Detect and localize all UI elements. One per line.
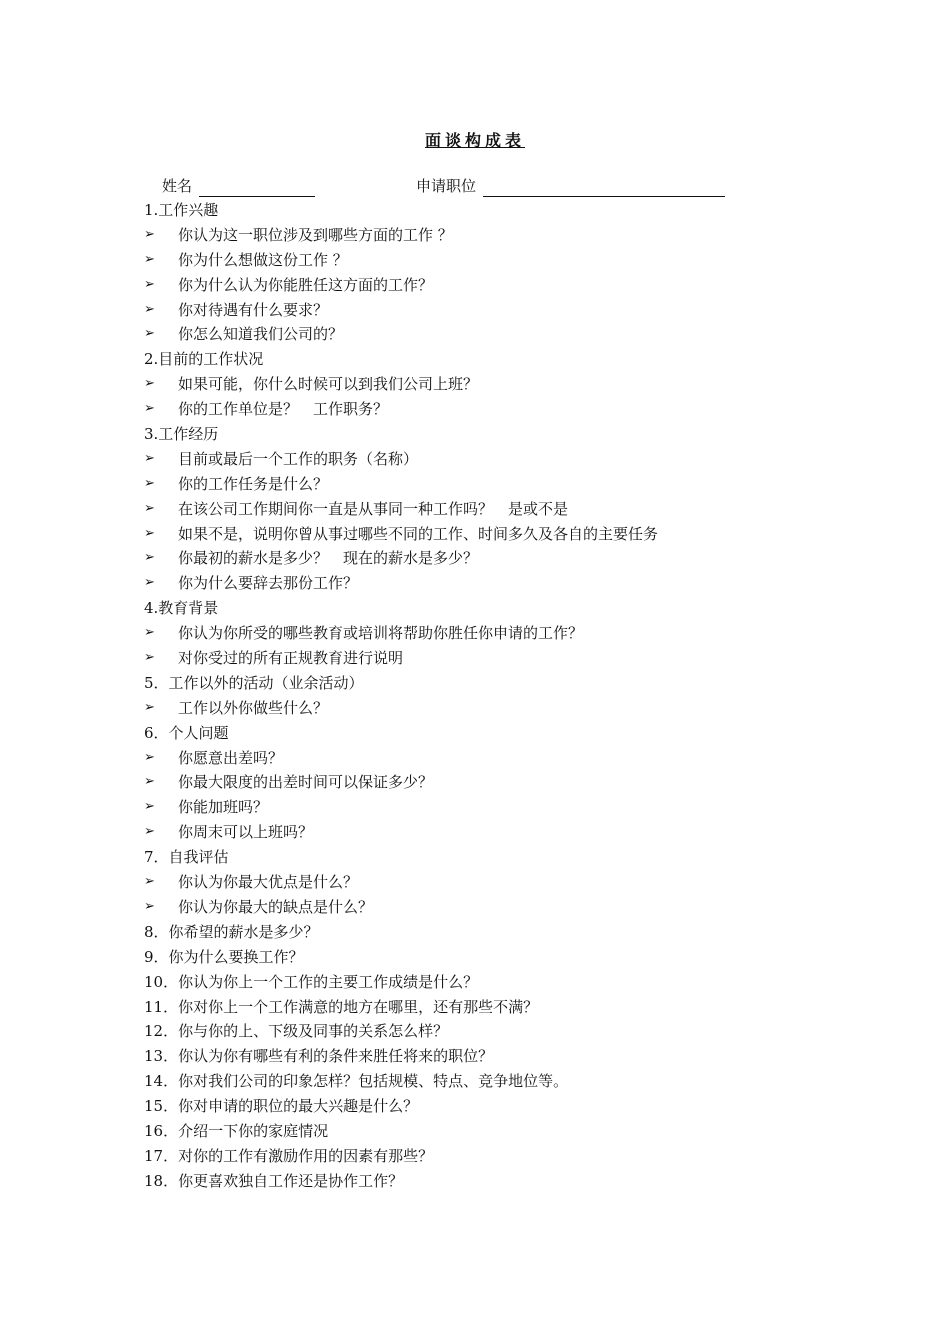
section-heading: 11．你对你上一个工作满意的地方在哪里，还有那些不满？ (144, 997, 539, 1016)
bullet-question (144, 746, 844, 771)
bullet-question (144, 621, 844, 646)
bullet-question (144, 522, 844, 547)
bullet-question (144, 223, 844, 248)
arrow-bullet-icon: ➢ (144, 898, 155, 914)
bullet-question-text: 你愿意出差吗？ (178, 748, 284, 767)
bullet-question (144, 795, 844, 820)
arrow-bullet-icon: ➢ (144, 525, 155, 541)
bullet-question (144, 447, 844, 472)
arrow-bullet-icon: ➢ (144, 326, 155, 342)
bullet-question-text: 你认为你最大的缺点是什么？ (178, 897, 374, 916)
bullet-question (144, 571, 844, 596)
bullet-question-text: 你认为你所受的哪些教育或培训将帮助你胜任你申请的工作？ (178, 624, 584, 643)
bullet-question-text: 工作以外你做些什么？ (178, 698, 329, 717)
bullet-question-text: 如果不是，说明你曾从事过哪些不同的工作、时间多久及各自的主要任务 (178, 524, 659, 543)
bullet-question-text: 在该公司工作期间你一直是从事同一种工作吗？ 是或不是 (178, 499, 569, 518)
bullet-question-text: 你认为这一职位涉及到哪些方面的工作 ？ (178, 225, 453, 244)
bullet-question (144, 895, 844, 920)
arrow-bullet-icon: ➢ (144, 575, 155, 591)
bullet-question (144, 497, 844, 522)
arrow-bullet-icon: ➢ (144, 475, 155, 491)
bullet-question-text: 你的工作单位是？ 工作职务？ (178, 400, 389, 419)
section-heading: 13．你认为你有哪些有利的条件来胜任将来的职位？ (144, 1047, 494, 1066)
bullet-question-text: 你最初的薪水是多少？ 现在的薪水是多少？ (178, 549, 479, 568)
page-title: 面谈构成表 (424, 131, 525, 150)
section-heading: 17．对你的工作有激励作用的因素有那些？ (144, 1146, 434, 1165)
arrow-bullet-icon: ➢ (144, 774, 155, 790)
section-heading: 9．你为什么要换工作？ (144, 947, 304, 966)
section-heading: 2.目前的工作状况 (144, 350, 264, 369)
bullet-question (144, 298, 844, 323)
section-heading: 7．自我评估 (144, 848, 229, 867)
arrow-bullet-icon: ➢ (144, 650, 155, 666)
bullet-question (144, 646, 844, 671)
section-heading: 4.教育背景 (144, 599, 219, 618)
section-heading: 18．你更喜欢独自工作还是协作工作？ (144, 1171, 404, 1190)
bullet-question-text: 目前或最后一个工作的职务（名称） (178, 449, 419, 468)
arrow-bullet-icon: ➢ (144, 550, 155, 566)
bullet-question-text: 你为什么想做这份工作 ？ (178, 250, 348, 269)
arrow-bullet-icon: ➢ (144, 226, 155, 242)
section-heading: 15．你对申请的职位的最大兴趣是什么？ (144, 1097, 419, 1116)
section-heading: 14．你对我们公司的印象怎样？包括规模、特点、竞争地位等。 (144, 1072, 569, 1091)
bullet-question (144, 273, 844, 298)
bullet-question-text: 你对待遇有什么要求？ (178, 300, 329, 319)
bullet-question-text: 你为什么认为你能胜任这方面的工作？ (178, 275, 434, 294)
arrow-bullet-icon: ➢ (144, 749, 155, 765)
section-heading: 16．介绍一下你的家庭情况 (144, 1121, 329, 1140)
bullet-question (144, 472, 844, 497)
bullet-question (144, 546, 844, 571)
section-heading: 3.工作经历 (144, 425, 219, 444)
section-heading: 10．你认为你上一个工作的主要工作成绩是什么？ (144, 972, 479, 991)
question-list (144, 198, 844, 1194)
bullet-question-text: 你为什么要辞去那份工作？ (178, 574, 359, 593)
position-label: 申请职位 (416, 177, 477, 195)
arrow-bullet-icon: ➢ (144, 824, 155, 840)
bullet-question-text: 你周末可以上班吗？ (178, 823, 314, 842)
bullet-question-text: 如果可能，你什么时候可以到我们公司上班？ (178, 375, 479, 394)
section-heading: 8．你希望的薪水是多少？ (144, 922, 319, 941)
position-blank-line[interactable] (483, 180, 725, 197)
bullet-question (144, 372, 844, 397)
arrow-bullet-icon: ➢ (144, 625, 155, 641)
section-heading: 1.工作兴趣 (144, 201, 219, 219)
name-blank-line[interactable] (199, 180, 315, 197)
arrow-bullet-icon: ➢ (144, 699, 155, 715)
section-heading: 12．你与你的上、下级及同事的关系怎么样？ (144, 1022, 449, 1041)
arrow-bullet-icon: ➢ (144, 799, 155, 815)
bullet-question (144, 322, 844, 347)
position-field-row (416, 175, 725, 197)
bullet-question-text: 你能加班吗？ (178, 798, 269, 817)
arrow-bullet-icon: ➢ (144, 376, 155, 392)
bullet-question-text: 你的工作任务是什么？ (178, 474, 329, 493)
bullet-question-text: 你认为你最大优点是什么？ (178, 873, 359, 892)
bullet-question-text: 对你受过的所有正规教育进行说明 (178, 649, 404, 668)
arrow-bullet-icon: ➢ (144, 874, 155, 890)
bullet-question (144, 248, 844, 273)
bullet-question-text: 你最大限度的出差时间可以保证多少？ (178, 773, 434, 792)
arrow-bullet-icon: ➢ (144, 500, 155, 516)
name-field-row (162, 175, 315, 197)
arrow-bullet-icon: ➢ (144, 301, 155, 317)
bullet-question (144, 770, 844, 795)
bullet-question (144, 820, 844, 845)
bullet-question (144, 397, 844, 422)
bullet-question (144, 870, 844, 895)
bullet-question-text: 你怎么知道我们公司的？ (178, 325, 344, 344)
arrow-bullet-icon: ➢ (144, 251, 155, 267)
section-heading: 5．工作以外的活动（业余活动） (144, 673, 364, 692)
arrow-bullet-icon: ➢ (144, 450, 155, 466)
arrow-bullet-icon: ➢ (144, 276, 155, 292)
arrow-bullet-icon: ➢ (144, 401, 155, 417)
bullet-question (144, 696, 844, 721)
name-label: 姓名 (162, 177, 193, 195)
section-heading: 6．个人问题 (144, 723, 229, 742)
